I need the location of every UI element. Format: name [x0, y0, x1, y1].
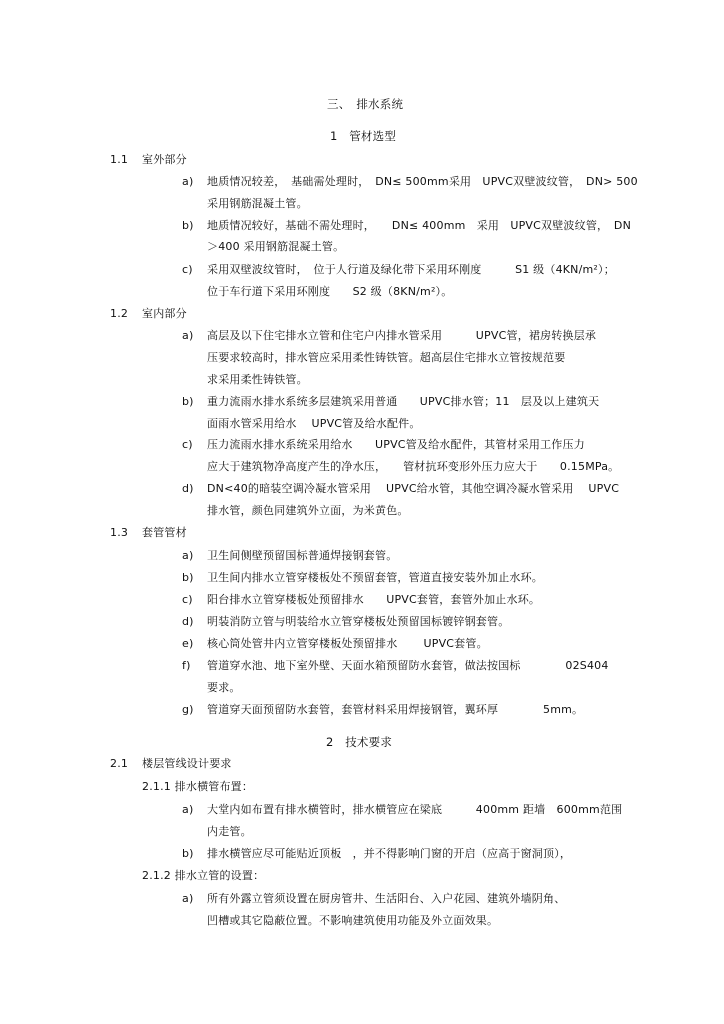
item-label: e) [182, 637, 194, 650]
item-line: 凹槽或其它隐蔽位置。不影响建筑使用功能及外立面效果。 [207, 914, 499, 927]
section-2-1-number: 2.1 [110, 757, 129, 770]
item-line: 应大于建筑物净高度产生的净水压， 管材抗环变形外压力应大于 0.15MPa。 [207, 460, 620, 473]
item-label: a) [182, 329, 194, 342]
item-label: f) [182, 659, 191, 672]
item-label: c) [182, 263, 193, 276]
subsection-2-1-1-title: 2.1.1 排水横管布置： [142, 780, 254, 793]
item-line: 采用双壁波纹管时， 位于人行道及绿化带下采用环刚度 S1 级（4KN/m²）； [207, 263, 615, 276]
item-label: a) [182, 803, 194, 816]
item-label: b) [182, 219, 194, 232]
section-2-1-title: 楼层管线设计要求 [142, 757, 232, 770]
section-1-1-number: 1.1 [110, 153, 129, 166]
item-line: 管道穿天面预留防水套管，套管材料采用焊接钢管，翼环厚 5mm。 [207, 703, 584, 716]
item-line: DN<40的暗装空调冷凝水管采用 UPVC给水管，其他空调冷凝水管采用 UPVC [207, 482, 620, 495]
item-line: 所有外露立管须设置在厨房管井、生活阳台、入户花园、建筑外墙阴角、 [207, 892, 566, 905]
section-1-3-number: 1.3 [110, 526, 129, 539]
item-line: 地质情况较差， 基础需处理时， DN≤ 500mm采用 UPVC双壁波纹管， DN> 500 [207, 175, 638, 188]
item-line: 压要求较高时，排水管应采用柔性铸铁管。超高层住宅排水立管按规范要 [207, 351, 566, 364]
item-line: 明装消防立管与明装给水立管穿楼板处预留国标镀锌钢套管。 [207, 615, 510, 628]
item-label: b) [182, 395, 194, 408]
item-line: 大堂内如布置有排水横管时，排水横管应在梁底 400mm 距墙 600mm范围 [207, 803, 623, 816]
section-1-2-title: 室内部分 [142, 307, 187, 320]
section-1-title: 1 管材选型 [330, 129, 397, 143]
section-1-3-title: 套管管材 [142, 526, 187, 539]
item-label: d) [182, 482, 194, 495]
item-line: 压力流雨水排水系统采用给水 UPVC管及给水配件，其管材采用工作压力 [207, 438, 585, 451]
item-line: 卫生间侧壁预留国标普通焊接钢套管。 [207, 549, 398, 562]
item-line: 核心筒处管井内立管穿楼板处预留排水 UPVC套管。 [207, 637, 488, 650]
subsection-2-1-2-title: 2.1.2 排水立管的设置： [142, 869, 265, 882]
item-line: 管道穿水池、地下室外壁、天面水箱预留防水套管，做法按国标 02S404 [207, 659, 609, 672]
item-line: 排水横管应尽可能贴近顶板 ，并不得影响门窗的开启（应高于窗洞顶）， [207, 847, 572, 860]
item-line: 内走管。 [207, 825, 252, 838]
section-2-title: 2 技术要求 [326, 735, 393, 749]
item-line: 卫生间内排水立管穿楼板处不预留套管，管道直接安装外加止水环。 [207, 571, 543, 584]
item-line: 排水管，颜色同建筑外立面，为米黄色。 [207, 504, 409, 517]
item-label: c) [182, 593, 193, 606]
item-label: a) [182, 549, 194, 562]
item-label: d) [182, 615, 194, 628]
item-label: g) [182, 703, 194, 716]
section-1-1-title: 室外部分 [142, 153, 187, 166]
item-label: a) [182, 892, 194, 905]
item-label: b) [182, 571, 194, 584]
item-line: 采用钢筋混凝土管。 [207, 197, 308, 210]
item-line: 地质情况较好，基础不需处理时， DN≤ 400mm 采用 UPVC双壁波纹管， DN [207, 219, 632, 232]
item-line: ＞400 采用钢筋混凝土管。 [207, 240, 345, 253]
item-line: 重力流雨水排水系统多层建筑采用普通 UPVC排水管；11 层及以上建筑天 [207, 395, 600, 408]
item-line: 面雨水管采用给水 UPVC管及给水配件。 [207, 417, 421, 430]
section-1-2-number: 1.2 [110, 307, 129, 320]
item-line: 要求。 [207, 681, 241, 694]
item-label: b) [182, 847, 194, 860]
item-line: 求采用柔性铸铁管。 [207, 373, 308, 386]
item-line: 阳台排水立管穿楼板处预留排水 UPVC套管，套管外加止水环。 [207, 593, 541, 606]
item-label: c) [182, 438, 193, 451]
item-line: 高层及以下住宅排水立管和住宅户内排水管采用 UPVC管，裙房转换层承 [207, 329, 597, 342]
item-label: a) [182, 175, 194, 188]
item-line: 位于车行道下采用环刚度 S2 级（8KN/m²）。 [207, 285, 453, 298]
chapter-heading: 三、 排水系统 [327, 97, 404, 111]
